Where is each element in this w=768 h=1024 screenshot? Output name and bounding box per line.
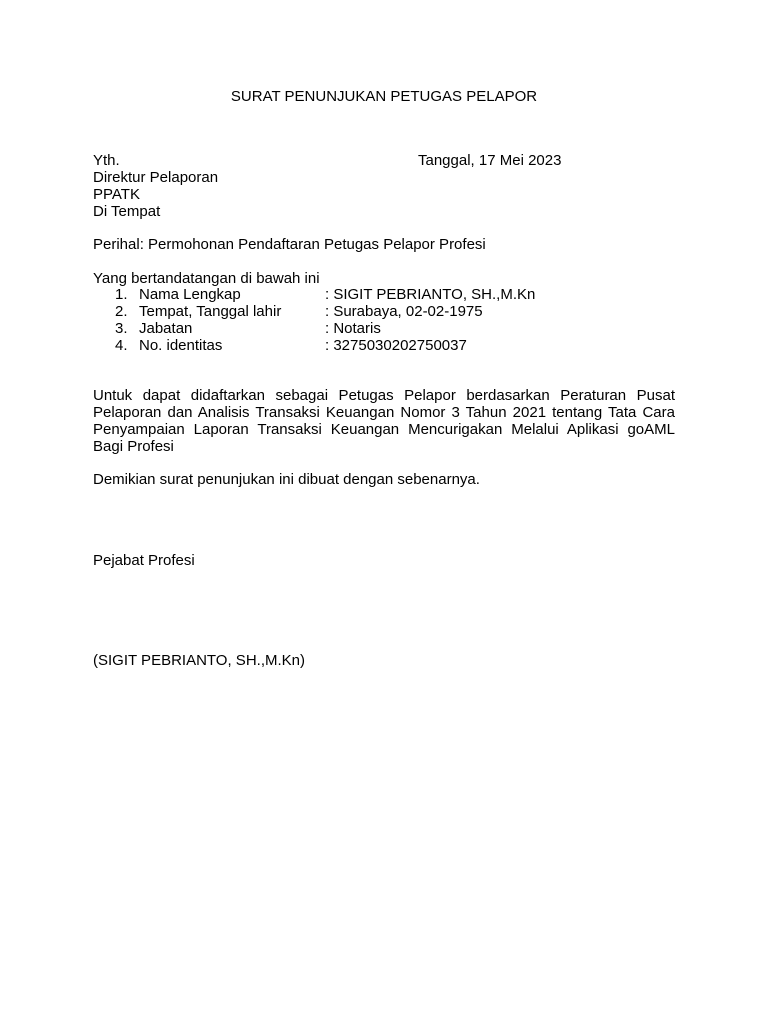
item-label: No. identitas	[139, 337, 223, 354]
item-number: 1.	[115, 286, 128, 303]
item-label: Tempat, Tanggal lahir	[139, 303, 282, 320]
letter-date: Tanggal, 17 Mei 2023	[418, 152, 562, 169]
letter-subject: Perihal: Permohonan Pendaftaran Petugas Pelapor Profesi	[93, 236, 486, 253]
letter-title: SURAT PENUNJUKAN PETUGAS PELAPOR	[230, 88, 538, 105]
closing-statement: Demikian surat penunjukan ini dibuat dengan sebenarnya.	[93, 471, 480, 488]
recipient-line: Yth.	[93, 152, 120, 169]
recipient-line: Direktur Pelaporan	[93, 169, 219, 186]
signatory-title: Pejabat Profesi	[93, 552, 195, 569]
item-number: 4.	[115, 337, 128, 354]
signer-intro: Yang bertandatangan di bawah ini	[93, 270, 320, 287]
signatory-name: (SIGIT PEBRIANTO, SH.,M.Kn)	[93, 652, 305, 669]
item-value: : Surabaya, 02-02-1975	[325, 303, 483, 320]
recipient-block	[93, 152, 218, 220]
item-label: Nama Lengkap	[139, 286, 241, 303]
recipient-line: PPATK	[93, 186, 140, 203]
item-label: Jabatan	[139, 320, 193, 337]
item-value: : 3275030202750037	[325, 337, 467, 354]
body-paragraph: Untuk dapat didaftarkan sebagai Petugas Pelapor berdasarkan Peraturan Pusat Pelaporan dan Analisis Transaksi Keuangan Nomor 3 Tahun 2021 tentang Tata Cara Penyampaian Laporan Transaksi Keuangan Mencurigakan Melalui Aplikasi goAML Bagi Profesi	[93, 387, 675, 455]
item-number: 2.	[115, 303, 128, 320]
recipient-line: Di Tempat	[93, 203, 161, 220]
item-value: : SIGIT PEBRIANTO, SH.,M.Kn	[325, 286, 536, 303]
item-number: 3.	[115, 320, 128, 337]
item-value: : Notaris	[325, 320, 381, 337]
